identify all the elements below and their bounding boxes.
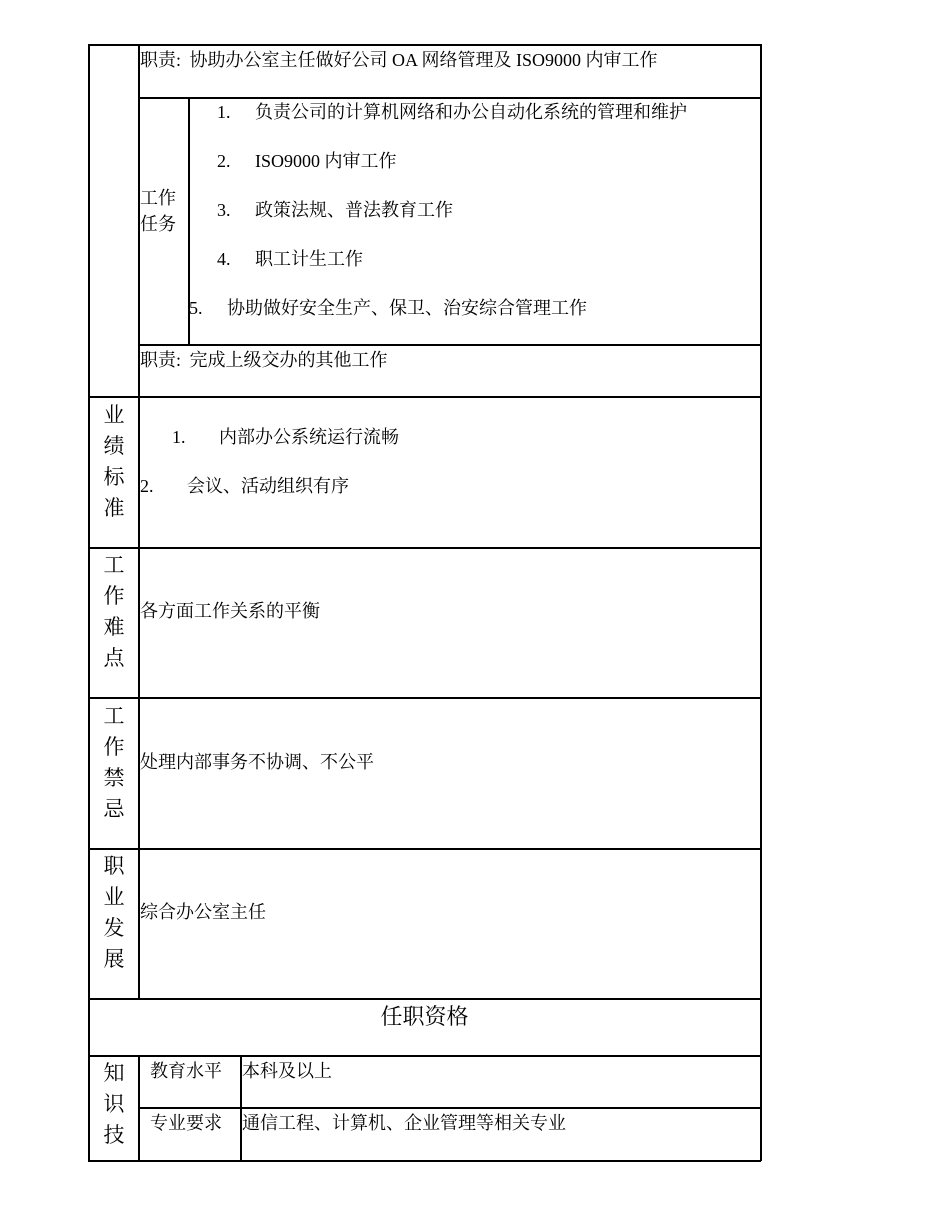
qualification-side-char-2: 识 — [103, 1092, 125, 1116]
career-label-char-3: 发 — [103, 916, 125, 940]
table-border-right — [760, 44, 762, 1161]
duty-1-label: 职责: — [140, 50, 182, 70]
row-line-taboo — [88, 848, 761, 850]
task-label-line-2: 任务 — [140, 214, 176, 234]
table-border-bottom — [88, 1160, 761, 1162]
task-item-3-number: 3. — [217, 200, 231, 220]
taboo-text: 处理内部事务不协调、不公平 — [140, 752, 374, 772]
education-value: 本科及以上 — [242, 1061, 332, 1081]
career-label-char-1: 职 — [103, 854, 125, 878]
task-item-4-number: 4. — [217, 249, 231, 269]
qualification-side-label — [89, 1058, 139, 1151]
career-text: 综合办公室主任 — [140, 902, 266, 922]
career-label-char-4: 展 — [103, 947, 125, 971]
difficulty-label — [89, 550, 139, 674]
duty-2-text: 完成上级交办的其他工作 — [189, 350, 388, 370]
row-line-qual-education — [139, 1107, 761, 1109]
taboo-label-char-1: 工 — [103, 704, 125, 728]
performance-item-1 — [172, 426, 399, 448]
task-item-5 — [189, 297, 587, 319]
row-line-duty1 — [139, 97, 761, 99]
task-item-2-text: ISO9000 内审工作 — [255, 151, 397, 171]
duty-2-label: 职责: — [140, 350, 182, 370]
task-item-2 — [217, 150, 397, 172]
performance-item-1-number: 1. — [172, 427, 186, 447]
career-label — [89, 851, 139, 975]
row-line-duty2 — [88, 396, 761, 398]
performance-item-2 — [140, 475, 349, 497]
task-item-3 — [217, 199, 453, 221]
row-line-performance — [88, 547, 761, 549]
performance-label-char-1: 业 — [103, 403, 125, 427]
taboo-label-char-2: 作 — [103, 735, 125, 759]
task-item-2-number: 2. — [217, 151, 231, 171]
task-item-1 — [217, 101, 687, 123]
performance-label-char-4: 准 — [103, 496, 125, 520]
task-label — [140, 185, 188, 237]
task-label-line-1: 工作 — [140, 188, 176, 208]
qualification-title: 任职资格 — [380, 1004, 469, 1029]
table-border-top — [88, 44, 761, 46]
row-line-qual-title — [88, 1055, 761, 1057]
task-item-3-text: 政策法规、普法教育工作 — [255, 200, 453, 220]
task-item-4 — [217, 248, 363, 270]
difficulty-label-char-3: 难 — [103, 615, 125, 639]
duty-1-text: 协助办公室主任做好公司 OA 网络管理及 ISO9000 内审工作 — [189, 50, 658, 70]
performance-item-2-number: 2. — [140, 476, 154, 496]
performance-item-1-text: 内部办公系统运行流畅 — [219, 427, 399, 447]
performance-item-2-text: 会议、活动组织有序 — [187, 476, 349, 496]
qualification-side-char-3: 技 — [103, 1123, 125, 1147]
row-line-career — [88, 998, 761, 1000]
row-line-difficulty — [88, 697, 761, 699]
difficulty-text: 各方面工作关系的平衡 — [140, 601, 320, 621]
major-value: 通信工程、计算机、企业管理等相关专业 — [242, 1113, 566, 1133]
row-line-tasks — [139, 344, 761, 346]
difficulty-label-char-2: 作 — [103, 584, 125, 608]
performance-label — [89, 400, 139, 524]
task-item-5-text: 协助做好安全生产、保卫、治安综合管理工作 — [227, 298, 587, 318]
difficulty-label-char-4: 点 — [103, 646, 125, 670]
performance-label-char-2: 绩 — [103, 434, 125, 458]
taboo-label-char-3: 禁 — [103, 766, 125, 790]
performance-label-char-3: 标 — [103, 465, 125, 489]
education-label: 教育水平 — [150, 1061, 222, 1081]
major-label: 专业要求 — [150, 1113, 222, 1133]
qualification-side-char-1: 知 — [103, 1061, 125, 1085]
task-item-4-text: 职工计生工作 — [255, 249, 363, 269]
taboo-label — [89, 701, 139, 825]
difficulty-label-char-1: 工 — [103, 553, 125, 577]
duty-1 — [140, 49, 658, 71]
task-item-1-number: 1. — [217, 102, 231, 122]
task-item-1-text: 负责公司的计算机网络和办公自动化系统的管理和维护 — [255, 102, 687, 122]
taboo-label-char-4: 忌 — [103, 797, 125, 821]
task-item-5-number: 5. — [189, 298, 203, 318]
duty-2 — [140, 349, 388, 371]
career-label-char-2: 业 — [103, 885, 125, 909]
